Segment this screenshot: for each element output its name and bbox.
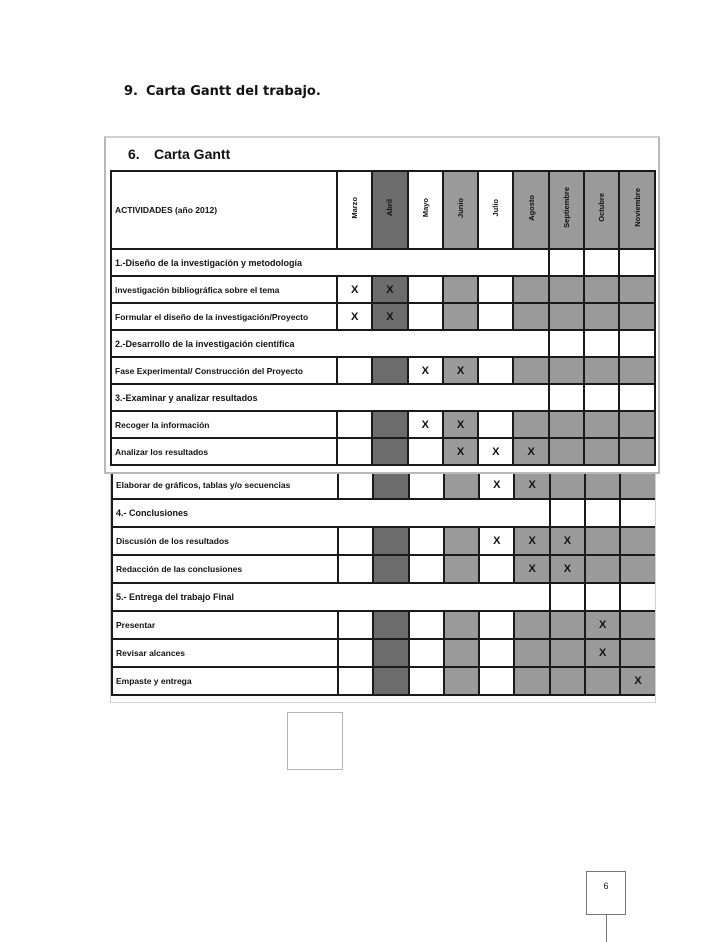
gantt-task-row	[112, 667, 656, 695]
gantt-cell	[584, 438, 619, 465]
gantt-cell	[479, 611, 514, 639]
gantt-task-row	[112, 555, 656, 583]
document-heading	[124, 84, 321, 99]
gantt-cell	[549, 438, 584, 465]
empty-box	[287, 712, 343, 770]
activity-mark: X	[456, 364, 465, 377]
gantt-cell	[514, 527, 549, 555]
gantt-cell	[620, 667, 655, 695]
month-header-agosto	[513, 171, 548, 249]
gantt-cell	[444, 527, 479, 555]
gantt-cell	[513, 303, 548, 330]
gantt-cell	[373, 555, 408, 583]
gantt-cell	[478, 411, 513, 438]
page-number-box	[586, 871, 626, 915]
month-label: Mayo	[420, 197, 430, 218]
gantt-cell	[620, 499, 655, 527]
section-spacer	[337, 384, 549, 411]
month-label: Octubre	[597, 193, 607, 222]
gantt-cell	[585, 471, 620, 499]
gantt-cell	[372, 357, 407, 384]
section-spacer	[338, 583, 550, 611]
gantt-header-row	[111, 171, 655, 249]
gantt-cell	[549, 249, 584, 276]
gantt-cell	[550, 639, 585, 667]
gantt-cell	[619, 438, 654, 465]
gantt-cell	[373, 639, 408, 667]
section-spacer	[337, 330, 549, 357]
gantt-cell	[550, 499, 585, 527]
gantt-cell	[338, 471, 373, 499]
activity-mark: X	[634, 675, 642, 687]
activities-header: ACTIVIDADES (año 2012)	[111, 171, 337, 249]
gantt-task-row	[111, 438, 655, 465]
activity-mark: X	[528, 535, 536, 547]
gantt-cell	[409, 639, 444, 667]
gantt-cell	[585, 667, 620, 695]
gantt-cell	[409, 555, 444, 583]
gantt-cell	[549, 411, 584, 438]
gantt-table-bottom	[111, 470, 656, 696]
activity-label: Empaste y entrega	[112, 667, 338, 695]
gantt-task-row	[111, 276, 655, 303]
gantt-cell	[620, 583, 655, 611]
month-label: Abril	[385, 198, 395, 217]
gantt-cell	[619, 276, 654, 303]
gantt-cell	[373, 527, 408, 555]
gantt-cell	[444, 471, 479, 499]
activity-label: Elaborar de gráficos, tablas y/o secuencias	[112, 471, 338, 499]
gantt-cell	[444, 555, 479, 583]
gantt-section-row	[111, 249, 655, 276]
activity-mark: X	[456, 418, 465, 431]
page-number-line	[606, 915, 607, 942]
page-number: 6	[603, 881, 609, 891]
gantt-cell	[514, 611, 549, 639]
activity-mark: X	[456, 445, 465, 458]
activity-mark: X	[599, 647, 607, 659]
gantt-cell	[550, 583, 585, 611]
month-label: Junio	[456, 197, 466, 218]
gantt-cell	[443, 357, 478, 384]
gantt-cell	[585, 611, 620, 639]
gantt-cell	[550, 527, 585, 555]
gantt-cell	[584, 384, 619, 411]
activity-mark: X	[493, 535, 501, 547]
month-header-mayo	[408, 171, 443, 249]
gantt-task-row	[112, 611, 656, 639]
gantt-cell	[409, 611, 444, 639]
month-header-julio	[478, 171, 513, 249]
gantt-cell	[514, 639, 549, 667]
gantt-cell	[584, 411, 619, 438]
activity-label: Investigación bibliográfica sobre el tema	[111, 276, 337, 303]
chart-title-number: 6.	[128, 146, 140, 162]
section-spacer	[337, 249, 549, 276]
gantt-cell	[620, 471, 655, 499]
gantt-cell	[585, 527, 620, 555]
gantt-cell	[478, 438, 513, 465]
activity-mark: X	[350, 283, 359, 296]
gantt-cell	[479, 527, 514, 555]
gantt-cell	[584, 357, 619, 384]
activity-label: Formular el diseño de la investigación/Proyecto	[111, 303, 337, 330]
gantt-cell	[338, 527, 373, 555]
month-label: Noviembre	[632, 188, 642, 227]
month-label: Septiembre	[561, 187, 571, 228]
gantt-cell	[337, 438, 372, 465]
activity-mark: X	[527, 445, 535, 458]
gantt-cell	[619, 249, 654, 276]
gantt-cell	[479, 555, 514, 583]
gantt-cell	[338, 611, 373, 639]
gantt-cell	[444, 639, 479, 667]
activity-mark: X	[563, 563, 572, 575]
gantt-cell	[337, 276, 372, 303]
gantt-cell	[549, 330, 584, 357]
gantt-cell	[444, 611, 479, 639]
activity-mark: X	[563, 535, 572, 547]
activity-label: Discusión de los resultados	[112, 527, 338, 555]
gantt-cell	[550, 471, 585, 499]
activity-label: Analizar los resultados	[111, 438, 337, 465]
gantt-cell	[584, 330, 619, 357]
month-header-marzo	[337, 171, 372, 249]
month-label: Agosto	[526, 194, 536, 221]
gantt-cell	[584, 303, 619, 330]
gantt-section-row	[111, 330, 655, 357]
activity-mark: X	[421, 418, 429, 431]
gantt-cell	[443, 411, 478, 438]
gantt-cell	[620, 527, 655, 555]
section-spacer	[338, 499, 550, 527]
activity-label: Redacción de las conclusiones	[112, 555, 338, 583]
gantt-cell	[408, 438, 443, 465]
section-label: 3.-Examinar y analizar resultados	[111, 384, 337, 411]
gantt-cell	[443, 303, 478, 330]
month-header-octubre	[584, 171, 619, 249]
gantt-cell	[514, 471, 549, 499]
gantt-cell	[513, 357, 548, 384]
gantt-cell	[408, 357, 443, 384]
gantt-task-row	[112, 471, 656, 499]
activity-label: Fase Experimental/ Construcción del Proyecto	[111, 357, 337, 384]
activity-mark: X	[386, 283, 394, 296]
section-label: 1.-Diseño de la investigación y metodología	[111, 249, 337, 276]
section-label: 5.- Entrega del trabajo Final	[112, 583, 338, 611]
chart-title-text: Carta Gantt	[154, 146, 231, 162]
gantt-cell	[478, 303, 513, 330]
gantt-task-row	[112, 639, 656, 667]
month-header-junio	[443, 171, 478, 249]
gantt-task-row	[111, 303, 655, 330]
activity-label: Revisar alcances	[112, 639, 338, 667]
gantt-cell	[619, 330, 654, 357]
gantt-section-row	[112, 583, 656, 611]
gantt-cell	[338, 639, 373, 667]
month-header-septiembre	[549, 171, 584, 249]
gantt-cell	[620, 611, 655, 639]
activity-mark: X	[421, 364, 429, 377]
gantt-cell	[338, 555, 373, 583]
gantt-task-row	[112, 527, 656, 555]
month-header-noviembre	[619, 171, 654, 249]
gantt-cell	[549, 303, 584, 330]
gantt-cell	[620, 639, 655, 667]
month-header-abril	[372, 171, 407, 249]
gantt-image-top	[104, 136, 660, 474]
heading-number: 9.	[124, 84, 138, 99]
activity-label: Presentar	[112, 611, 338, 639]
gantt-cell	[337, 357, 372, 384]
gantt-cell	[619, 384, 654, 411]
gantt-cell	[550, 555, 585, 583]
section-label: 2.-Desarrollo de la investigación científica	[111, 330, 337, 357]
gantt-cell	[337, 411, 372, 438]
gantt-cell	[372, 303, 407, 330]
gantt-cell	[408, 411, 443, 438]
gantt-cell	[479, 667, 514, 695]
gantt-cell	[444, 667, 479, 695]
activity-mark: X	[493, 479, 501, 491]
gantt-cell	[478, 357, 513, 384]
gantt-cell	[513, 438, 548, 465]
gantt-cell	[584, 276, 619, 303]
gantt-cell	[619, 303, 654, 330]
activity-mark: X	[492, 445, 500, 458]
gantt-section-row	[111, 384, 655, 411]
gantt-cell	[372, 276, 407, 303]
gantt-cell	[479, 639, 514, 667]
gantt-cell	[585, 499, 620, 527]
gantt-cell	[409, 527, 444, 555]
gantt-cell	[373, 667, 408, 695]
heading-text: Carta Gantt del trabajo.	[146, 84, 321, 99]
gantt-cell	[372, 438, 407, 465]
gantt-table-top	[110, 170, 656, 466]
activity-label: Recoger la información	[111, 411, 337, 438]
gantt-cell	[514, 555, 549, 583]
gantt-cell	[408, 303, 443, 330]
gantt-cell	[549, 384, 584, 411]
activity-mark: X	[528, 563, 536, 575]
gantt-cell	[620, 555, 655, 583]
gantt-cell	[478, 276, 513, 303]
gantt-cell	[443, 276, 478, 303]
gantt-cell	[513, 276, 548, 303]
activity-mark: X	[350, 310, 359, 323]
month-label: Marzo	[350, 196, 360, 219]
gantt-cell	[619, 357, 654, 384]
gantt-cell	[479, 471, 514, 499]
gantt-task-row	[111, 411, 655, 438]
gantt-cell	[550, 667, 585, 695]
gantt-cell	[514, 667, 549, 695]
gantt-cell	[549, 357, 584, 384]
gantt-image-bottom	[110, 470, 656, 703]
gantt-cell	[619, 411, 654, 438]
gantt-cell	[337, 303, 372, 330]
gantt-cell	[443, 438, 478, 465]
gantt-cell	[585, 639, 620, 667]
gantt-cell	[409, 667, 444, 695]
gantt-cell	[585, 555, 620, 583]
activity-mark: X	[599, 619, 607, 631]
gantt-cell	[585, 583, 620, 611]
gantt-section-row	[112, 499, 656, 527]
gantt-cell	[373, 471, 408, 499]
gantt-cell	[408, 276, 443, 303]
gantt-cell	[372, 411, 407, 438]
month-label: Julio	[491, 198, 501, 217]
gantt-cell	[338, 667, 373, 695]
chart-title	[128, 146, 230, 162]
gantt-cell	[409, 471, 444, 499]
gantt-cell	[373, 611, 408, 639]
gantt-cell	[513, 411, 548, 438]
gantt-task-row	[111, 357, 655, 384]
activity-mark: X	[528, 479, 536, 491]
gantt-cell	[584, 249, 619, 276]
activity-mark: X	[386, 310, 394, 323]
gantt-cell	[550, 611, 585, 639]
section-label: 4.- Conclusiones	[112, 499, 338, 527]
gantt-cell	[549, 276, 584, 303]
